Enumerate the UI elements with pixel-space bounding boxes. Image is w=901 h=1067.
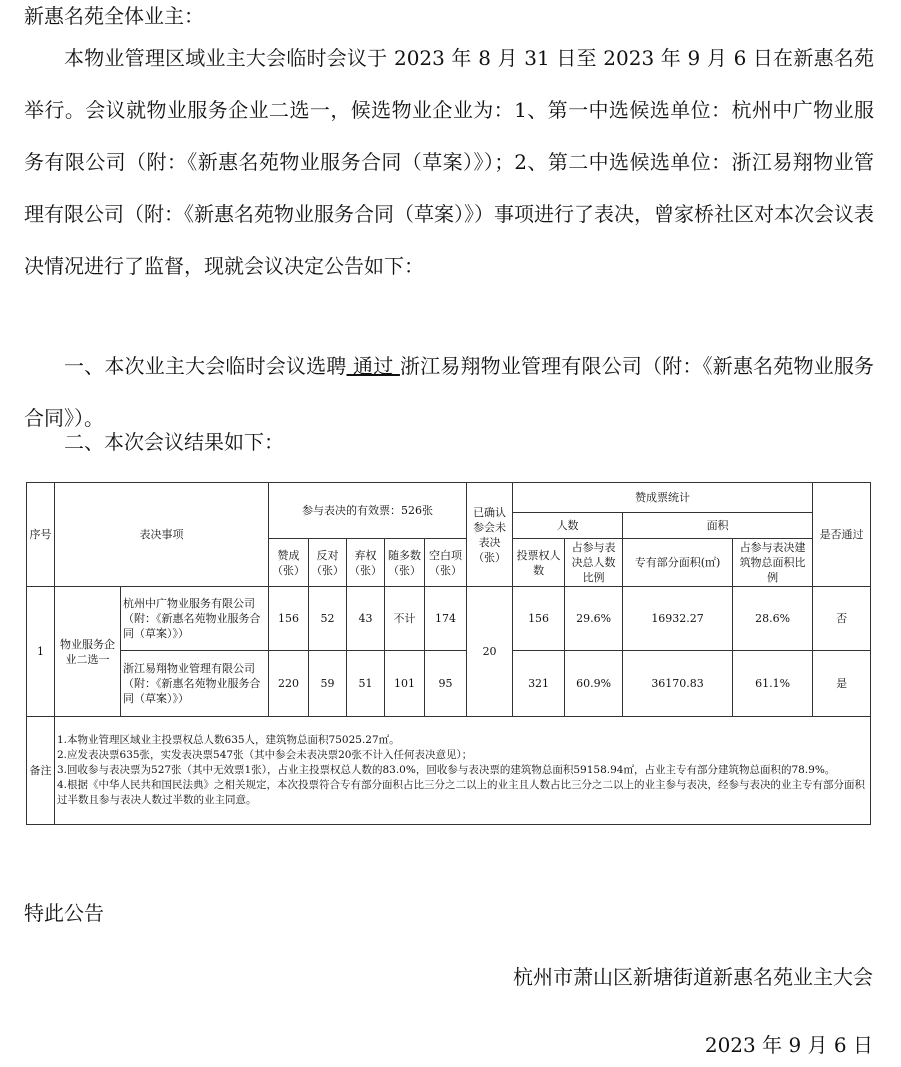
favor-cell: 220 [269, 651, 309, 717]
header-people-ratio: 占参与表决总人数比例 [565, 539, 623, 587]
exclusive-area-cell: 16932.27 [623, 587, 733, 651]
header-favor: 赞成（张） [269, 539, 309, 587]
passed-cell: 是 [813, 651, 871, 717]
results-table [26, 482, 871, 825]
decision-item-2: 二、本次会议结果如下： [64, 430, 284, 454]
decision-result: 通过 [346, 354, 400, 378]
header-people: 人数 [513, 513, 623, 539]
majority-cell: 不计 [385, 587, 425, 651]
vote-people-cell: 156 [513, 587, 565, 651]
remarks-label: 备注 [27, 717, 55, 825]
header-passed: 是否通过 [813, 483, 871, 587]
header-vote-people: 投票权人数 [513, 539, 565, 587]
header-stats: 赞成票统计 [513, 483, 813, 513]
remarks-row [27, 717, 871, 825]
closing-text: 特此公告 [24, 901, 104, 925]
majority-cell: 101 [385, 651, 425, 717]
header-seq: 序号 [27, 483, 55, 587]
matter-cell: 物业服务企业二选一 [55, 587, 121, 717]
header-exclusive-area: 专有部分面积(㎡) [623, 539, 733, 587]
header-valid-votes: 参与表决的有效票：526张 [269, 483, 467, 539]
header-area-ratio: 占参与表决建筑物总面积比例 [733, 539, 813, 587]
intro-paragraph: 本物业管理区域业主大会临时会议于 2023 年 8 月 31 日至 2023 年 9 月 6 日在新惠名苑举行。会议就物业服务企业二选一，候选物业企业为：1、第一中选候选单位：杭州中广物业服务有限公司（附：《新惠名苑物业服务合同（草案）》）；2、第二中选候选单位：浙江易翔物业管理有限公司（附：《新惠名苑物业服务合同（草案）》）事项进行了表决，曾家桥社区对本次会议表决情况进行了监督，现就会议决定公告如下： [24, 46, 874, 278]
people-ratio-cell: 60.9% [565, 651, 623, 717]
people-ratio-cell: 29.6% [565, 587, 623, 651]
blank-cell: 95 [425, 651, 467, 717]
table-row [27, 651, 871, 717]
table-row [27, 587, 871, 651]
decision-prefix: 一、本次业主大会临时会议选聘 [64, 354, 347, 378]
announcement-date: 2023 年 9 月 6 日 [704, 1033, 873, 1057]
note-line: 3.回收参与表决票为527张（其中无效票1张），占业主投票权总人数的83.0%，回收参与表决票的建筑物总面积59158.94㎡，占业主专有部分建筑物总面积的78.9%。 [57, 764, 836, 776]
abstain-cell: 43 [347, 587, 385, 651]
note-line: 2.应发表决票635张，实发表决票547张（其中参会未表决票20张不计入任何表决意见）； [57, 749, 473, 761]
note-line: 1.本物业管理区域业主投票权总人数635人，建筑物总面积75025.27㎡。 [57, 734, 400, 746]
candidate-cell: 杭州中广物业服务有限公司（附：《新惠名苑物业服务合同（草案）》） [121, 587, 269, 651]
header-blank: 空白项（张） [425, 539, 467, 587]
header-confirmed: 已确认参会未表决（张） [467, 483, 513, 587]
note-line: 4.根据《中华人民共和国民法典》之相关规定，本次投票符合专有部分面积占比三分之二以上的业主且人数占比三分之二以上的业主参与表决，经参与表决的业主专有部分面积过半数且参与表决人数过半数的业主同意。 [57, 779, 866, 806]
exclusive-area-cell: 36170.83 [623, 651, 733, 717]
remarks-notes [55, 717, 871, 825]
area-ratio-cell: 28.6% [733, 587, 813, 651]
salutation: 新惠名苑全体业主： [24, 4, 204, 28]
signer: 杭州市萧山区新塘街道新惠名苑业主大会 [513, 965, 873, 989]
confirmed-cell: 20 [467, 587, 513, 717]
blank-cell: 174 [425, 587, 467, 651]
vote-people-cell: 321 [513, 651, 565, 717]
area-ratio-cell: 61.1% [733, 651, 813, 717]
abstain-cell: 51 [347, 651, 385, 717]
favor-cell: 156 [269, 587, 309, 651]
header-majority: 随多数（张） [385, 539, 425, 587]
header-matter: 表决事项 [55, 483, 269, 587]
against-cell: 59 [309, 651, 347, 717]
header-area: 面积 [623, 513, 813, 539]
seq-cell: 1 [27, 587, 55, 717]
header-abstain: 弃权（张） [347, 539, 385, 587]
candidate-cell: 浙江易翔物业管理有限公司（附：《新惠名苑物业服务合同（草案）》） [121, 651, 269, 717]
against-cell: 52 [309, 587, 347, 651]
decision-suffix: 浙江易翔物业管理有限公司（附：《新惠名苑物业服务合同》）。 [24, 354, 875, 430]
passed-cell: 否 [813, 587, 871, 651]
header-against: 反对（张） [309, 539, 347, 587]
